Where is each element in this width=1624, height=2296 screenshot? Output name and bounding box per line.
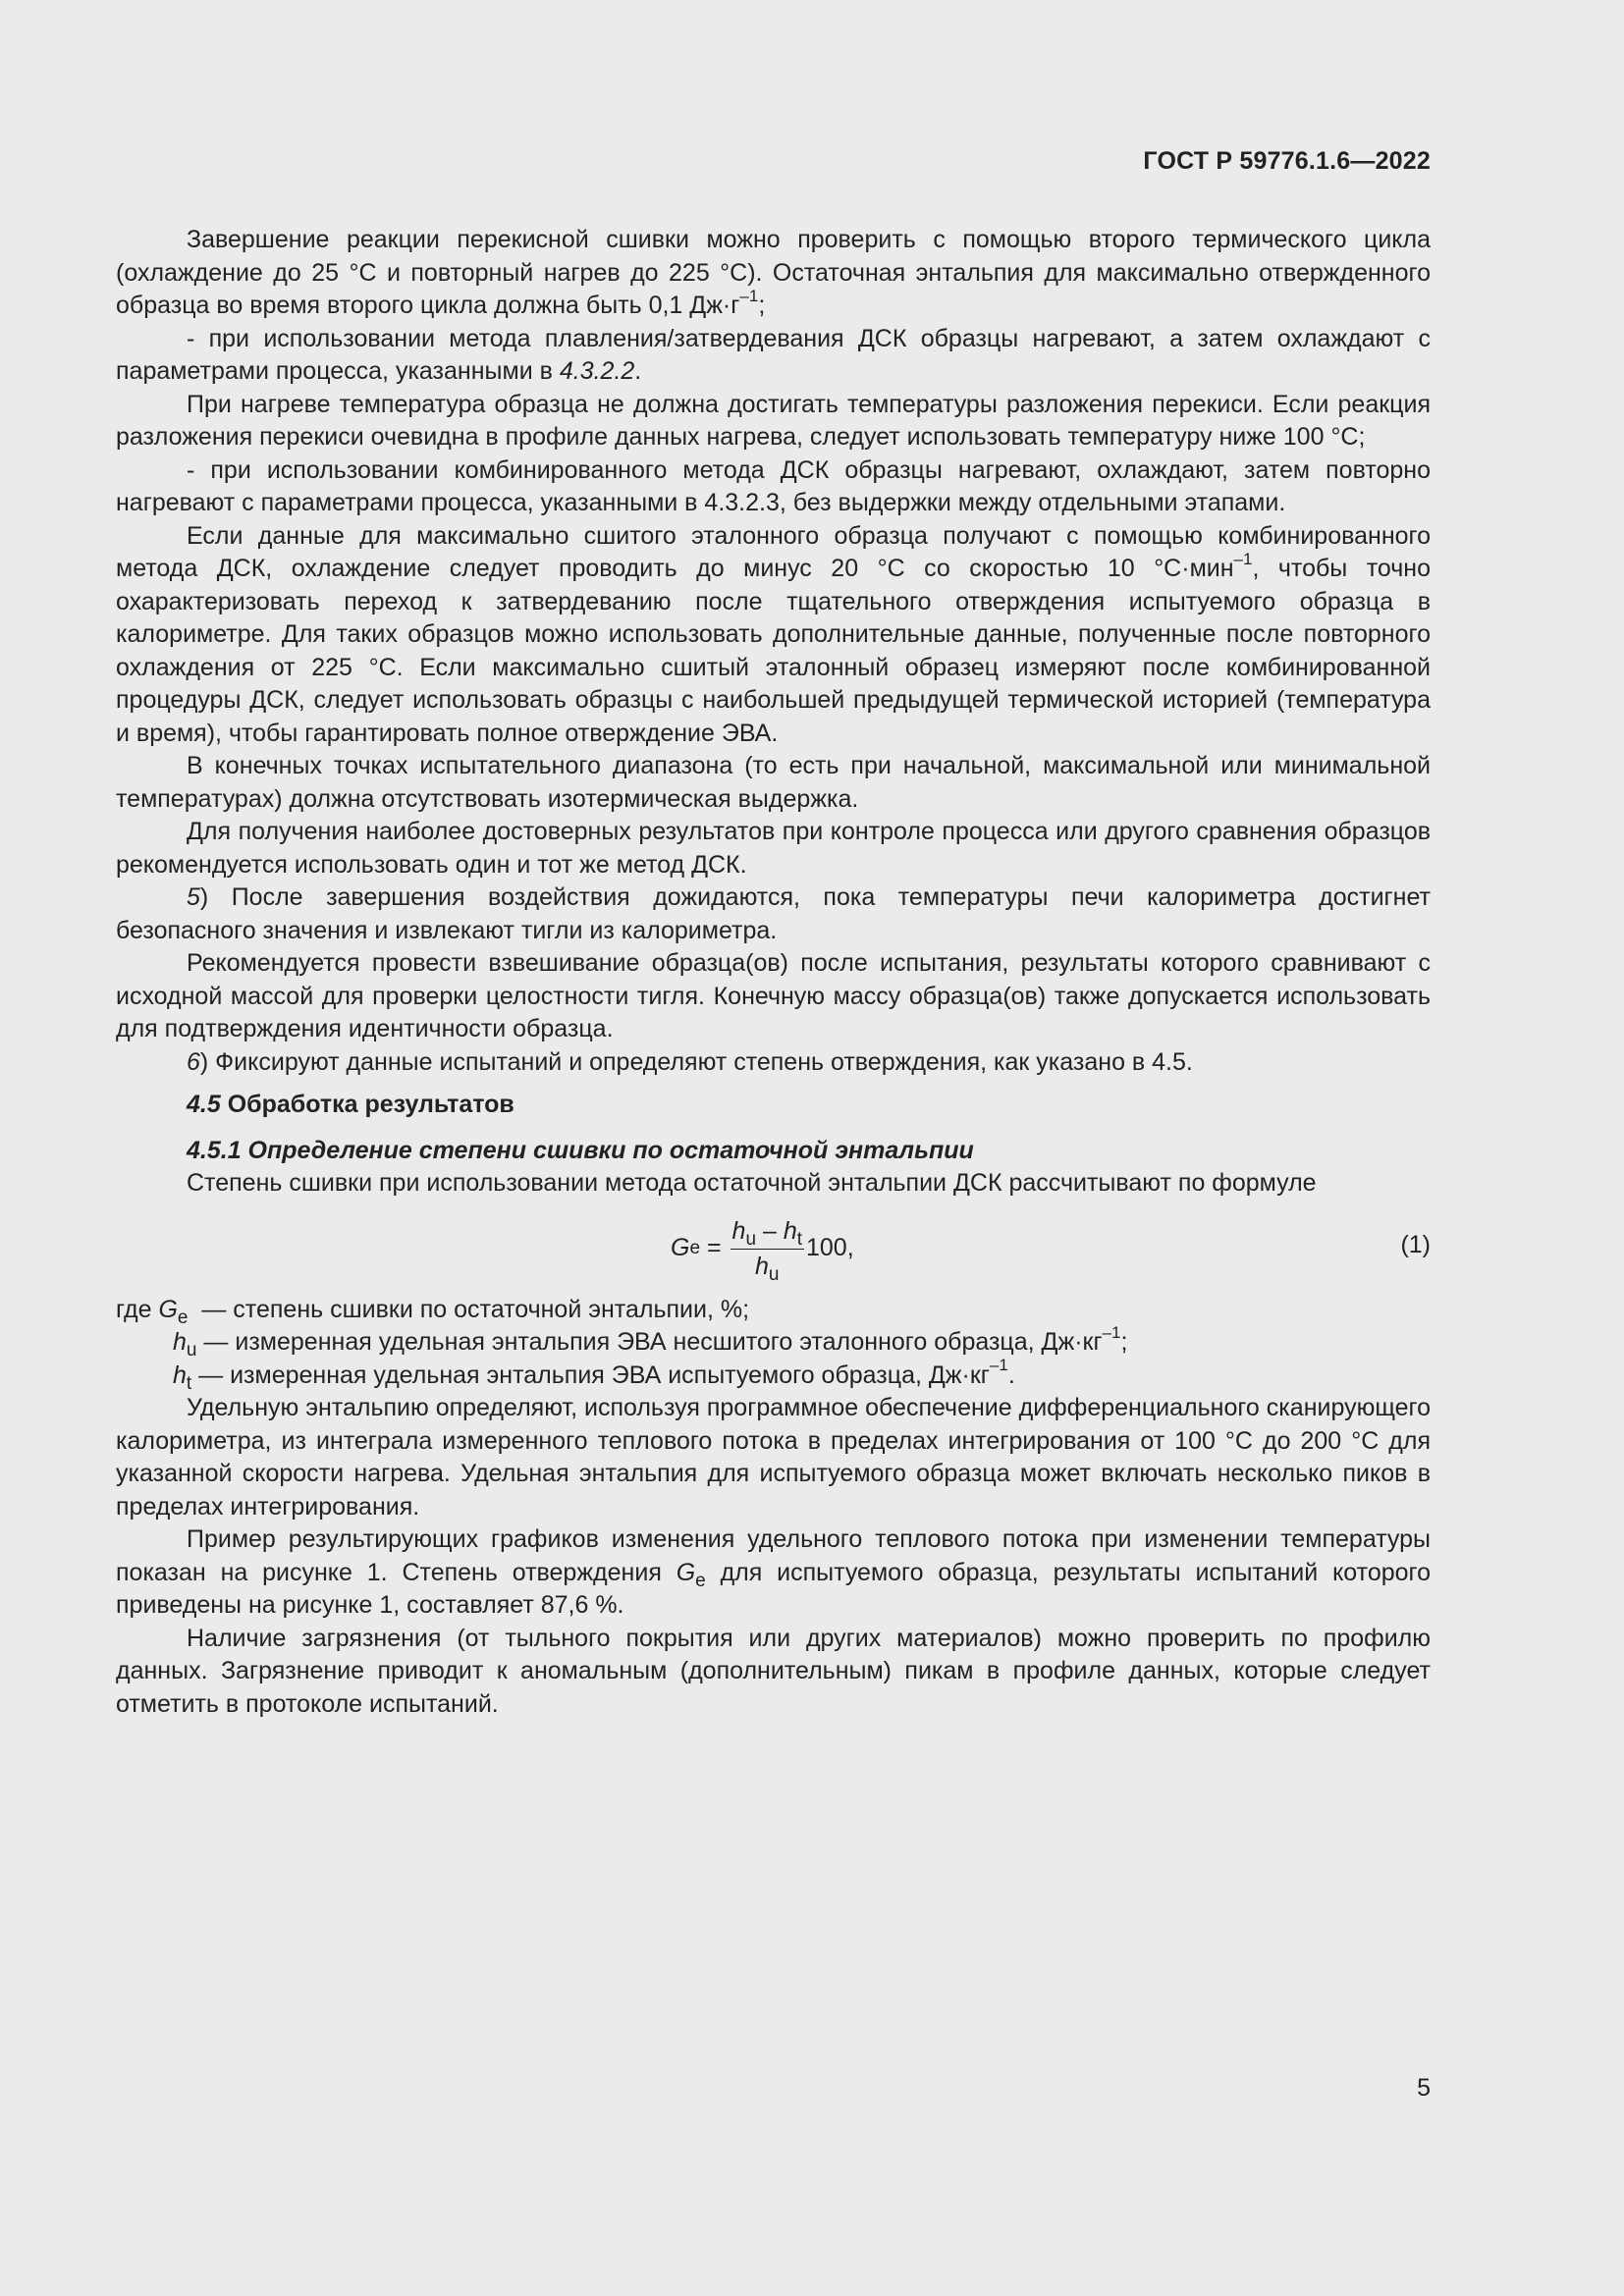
definition-line: где $G_e$ — степень сшивки по остаточной энтальпии, %; — [116, 1295, 750, 1328]
formula-denominator: $h_u$ — [755, 1252, 780, 1285]
formula-fraction — [731, 1214, 804, 1283]
formula: G e = $\frac{h_u - h_t}{h_u}$ 100, — [671, 1207, 854, 1290]
formula-block — [116, 1207, 1431, 1290]
paragraph: Удельную энтальпию определяют, используя программное обеспечение дифференциального сканирующего калориметра, из интеграла измеренного теплового потока в пределах интегрирования от 100 °С до 200 °С для указанной скорости нагрева. Удельная энтальпия для испытуемого образца может включать несколько пиков в пределах интегрирования. — [116, 1394, 1431, 1521]
paragraph: Завершение реакции перекисной сшивки можно проверить с помощью второго термического цикла (охлаждение до 25 °С и повторный нагрев до 225 °С). Остаточная энтальпия для максимально отвержденного образца во время второго цикла должна быть 0,1 $Дж\cdot г^{-1}$; — [116, 226, 1431, 319]
paragraph: - при использовании метода плавления/затвердевания ДСК образцы нагревают, а затем охлаждают с параметрами процесса, указанными в 4.3.2.2. — [116, 324, 1431, 385]
subsection-heading: 4.5.1 Определение степени сшивки по остаточной энтальпии — [187, 1136, 974, 1164]
paragraph: При нагреве температура образца не должна достигать температуры разложения перекиси. Если реакция разложения перекиси очевидна в профиле данных нагрева, следует использовать температуру ниже 100 °С; — [116, 390, 1431, 451]
paragraph: Пример результирующих графиков изменения удельного теплового потока при изменении температуры показан на рисунке 1. Степень отверждения $G_e$ для испытуемого образца, результаты испытаний которого приведены на рисунке 1, составляет 87,6 %. — [116, 1525, 1431, 1619]
paragraph: Степень сшивки при использовании метода остаточной энтальпии ДСК рассчитывают по формуле — [187, 1169, 1317, 1197]
page-number: 5 — [1417, 2074, 1431, 2102]
equation-number: (1) — [1400, 1230, 1431, 1258]
definition-line: $h_t$ — измеренная удельная энтальпия ЭВА испытуемого образца, $Дж\cdot кг^{-1}$. — [173, 1356, 1015, 1394]
document-header: ГОСТ Р 59776.1.6—2022 — [1143, 147, 1431, 175]
paragraph: 5) После завершения воздействия дожидаются, пока температуры печи калориметра достигнет безопасного значения и извлекают тигли из калориметра. — [116, 883, 1431, 944]
paragraph: 6) Фиксируют данные испытаний и определяют степень отверждения, как указано в 4.5. — [187, 1047, 1193, 1076]
paragraph: Для получения наиболее достоверных результатов при контроле процесса или другого сравнения образцов рекомендуется использовать один и тот же метод ДСК. — [116, 818, 1431, 879]
step-number: 5 — [187, 883, 200, 911]
paragraph: - при использовании комбинированного метода ДСК образцы нагревают, охлаждают, затем повторно нагревают с параметрами процесса, указанными в 4.3.2.3, без выдержки между отдельными этапами. — [116, 455, 1431, 516]
section-heading: 4.5 Обработка результатов — [187, 1091, 514, 1118]
paragraph: В конечных точках испытательного диапазона (то есть при начальной, максимальной или минимальной температурах) должна отсутствовать изотермическая выдержка. — [116, 752, 1431, 813]
section-reference: 4.3.2.2 — [559, 357, 635, 385]
document-body — [116, 224, 1431, 1721]
definition-line: $h_u$ — измеренная удельная энтальпия ЭВА несшитого эталонного образца, $Дж\cdot кг^{-1}$; — [173, 1322, 1128, 1361]
formula-numerator: $h_u - h_t$ — [731, 1214, 804, 1250]
paragraph: Рекомендуется провести взвешивание образца(ов) после испытания, результаты которого сравнивают с исходной массой для проверки целостности тигля. Конечную массу образца(ов) также допускается использовать для подтверждения идентичности образца. — [116, 949, 1431, 1042]
paragraph: Наличие загрязнения (от тыльного покрытия или других материалов) можно проверить по профилю данных. Загрязнение приводит к аномальным (дополнительным) пикам в профиле данных, которые следует отметить в протоколе испытаний. — [116, 1624, 1431, 1718]
step-number: 6 — [187, 1047, 200, 1076]
paragraph: Если данные для максимально сшитого эталонного образца получают с помощью комбинированного метода ДСК, охлаждение следует проводить до минус 20 °С со скоростью 10 °С·мин$^{-1}$, чтобы точно охарактеризовать переход к затвердеванию после тщательного отверждения испытуемого образца в калориметре. Для таких образцов можно использовать дополнительные данные, полученные после повторного охлаждения от 225 °С. Если максимально сшитый эталонный образец измеряют после комбинированной процедуры ДСК, следует использовать образцы с наибольшей предыдущей термической историей (температура и время), чтобы гарантировать полное отверждение ЭВА. — [116, 521, 1431, 747]
